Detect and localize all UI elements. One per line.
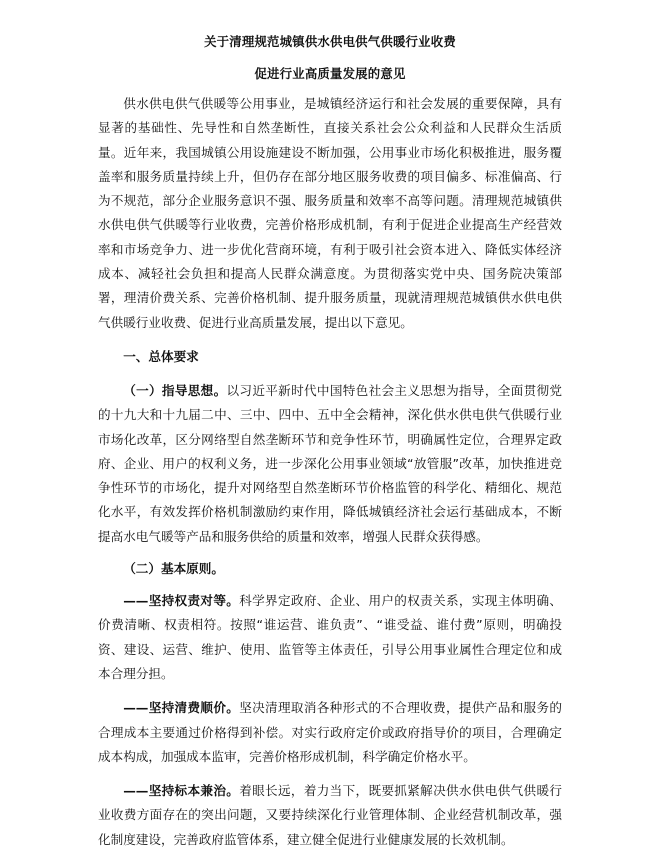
principle-2-body: 坚决清理取消各种形式的不合理收费，提供产品和服务的合理成本主要通过价格得到补偿。对实行政府定价或政府指导价的项目，合理确定成本构成，加强成本监审，完善价格形成机制，科学确定价格水平。 (98, 700, 562, 764)
principle-paragraph-fee-clearing (98, 696, 562, 769)
section-heading-general-requirements: 一、总体要求 (123, 348, 199, 364)
principle-paragraph-root-causes (98, 779, 562, 852)
principle-1-lead: ——坚持权责对等。 (123, 593, 240, 609)
guiding-ideology-body: 以习近平新时代中国特色社会主义思想为指导，全面贯彻党的十九大和十九届二中、三中、四中、五中全会精神，深化供水供电供气供暖行业市场化改革，区分网络型自然垄断环节和竞争性环节，明确属性定位，合理界定政府、企业、用户的权利义务，进一步深化公用事业领域“放管服”改革，加快推进竞争性环节的市场化，提升对网络型自然垄断环节价格监管的科学化、精细化、规范化水平，有效发挥价格机制激励约束作用，降低城镇经济社会运行基础成本，不断提高水电气暖等产品和服务供给的质量和效率，增强人民群众获得感。 (98, 382, 563, 544)
guiding-ideology-lead: （一）指导思想。 (123, 382, 227, 398)
document-title-line-2: 促进行业高质量发展的意见 (254, 66, 406, 81)
principle-1-body: 科学界定政府、企业、用户的权责关系，实现主体明确、价费清晰、权责相符。按照“谁运营、谁负责”、“谁受益、谁付费”原则，明确投资、建设、运营、维护、使用、监管等主体责任，引导公用事业属性合理定位和成本合理分担。 (98, 593, 562, 681)
intro-paragraph: 供水供电供气供暖等公用事业，是城镇经济运行和社会发展的重要保障，具有显著的基础性、先导性和自然垄断性，直接关系社会公众利益和人民群众生活质量。近年来，我国城镇公用设施建设不断加强，公用事业市场化积极推进，服务覆盖率和服务质量持续上升，但仍存在部分地区服务收费的项目偏多、标准偏高、行为不规范，部分企业服务意识不强、服务质量和效率不高等问题。清理规范城镇供水供电供气供暖等行业收费，完善价格形成机制，有利于促进企业提高生产经营效率和市场竞争力、进一步优化营商环境，有利于吸引社会资本进入、降低实体经济成本、减轻社会负担和提高人民群众满意度。为贯彻落实党中央、国务院决策部署，理清价费关系、完善价格机制、提升服务质量，现就清理规范城镇供水供电供气供暖行业收费、促进行业高质量发展，提出以下意见。 (98, 96, 562, 330)
guiding-ideology-paragraph (98, 379, 562, 549)
principle-paragraph-rights-responsibilities (98, 589, 562, 686)
principle-3-body: 着眼长远，着力当下，既要抓紧解决供水供电供气供暖行业收费方面存在的突出问题，又要持续深化行业管理体制、企业经营机制改革，强化制度建设，完善政府监管体系，建立健全促进行业健康发展的长效机制。 (98, 783, 562, 847)
principle-2-lead: ——坚持清费顺价。 (123, 700, 240, 716)
document-title-line-1: 关于清理规范城镇供水供电供气供暖行业收费 (204, 34, 456, 49)
subsection-heading-basic-principles: （二）基本原则。 (123, 561, 224, 577)
principle-3-lead: ——坚持标本兼治。 (123, 783, 240, 799)
